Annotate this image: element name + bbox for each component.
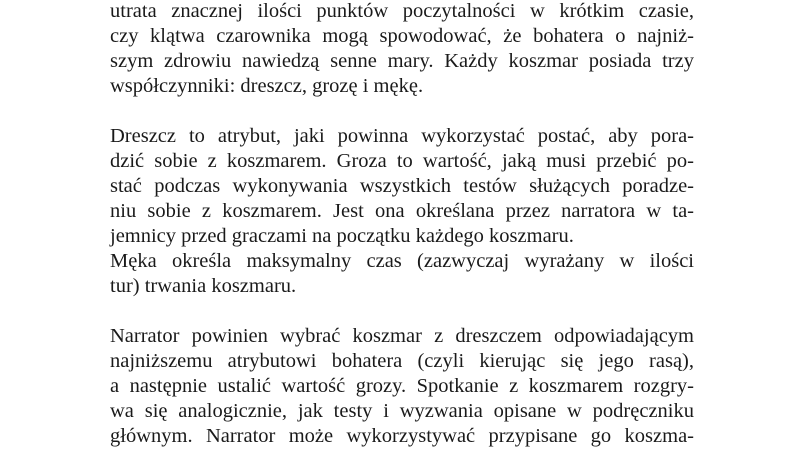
text-line: najniższemu atrybutowi bohatera (czyli kierując się jego rasą), <box>110 350 694 372</box>
text-line: dzić sobie z koszmarem. Groza to wartość, jaką musi przebić po- <box>110 150 694 172</box>
text-line: tur) trwania koszmaru. <box>110 275 297 297</box>
text-line: wa się analogicznie, jak testy i wyzwania opisane w podręczniku <box>110 400 694 422</box>
text-line: a następnie ustalić wartość grozy. Spotkanie z koszmarem rozgry- <box>110 375 694 397</box>
text-line: Narrator powinien wybrać koszmar z dreszczem odpowiadającym <box>110 325 694 347</box>
text-line: Męka określa maksymalny czas (zazwyczaj wyrażany w ilości <box>110 250 694 272</box>
text-line: Dreszcz to atrybut, jaki powinna wykorzystać postać, aby pora- <box>110 125 694 147</box>
text-line: współczynniki: dreszcz, grozę i mękę. <box>110 75 424 97</box>
text-line: szym zdrowiu nawiedzą senne mary. Każdy koszmar posiada trzy <box>110 50 694 72</box>
text-line: czy klątwa czarownika mogą spowodować, że bohatera o najniż- <box>110 25 694 47</box>
text-line: stać podczas wykonywania wszystkich testów służących poradze- <box>110 175 694 197</box>
text-line: niu sobie z koszmarem. Jest ona określana przez narratora w ta- <box>110 200 694 222</box>
text-line: utrata znacznej ilości punktów poczytalności w krótkim czasie, <box>110 0 694 22</box>
text-line: głównym. Narrator może wykorzystywać przypisane go koszma- <box>110 425 694 447</box>
text-line: jemnicy przed graczami na początku każdego koszmaru. <box>110 225 574 247</box>
